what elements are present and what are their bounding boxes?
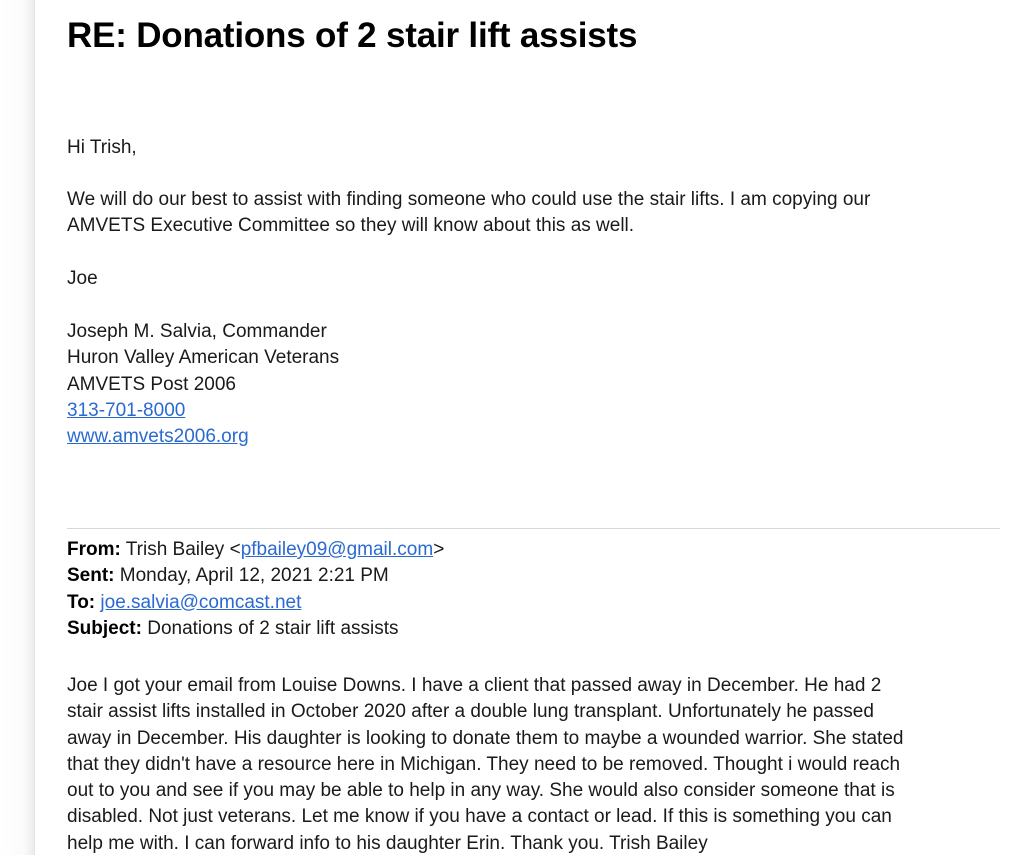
signature-org: Huron Valley American Veterans: [67, 347, 340, 369]
body-line: help me with. I can forward info to his daughter Erin. Thank you. Trish Bailey: [67, 832, 708, 854]
body-line: Joe I got your email from Louise Downs. I have a client that passed away in December. He had 2: [67, 675, 882, 696]
original-message-body: [67, 673, 997, 855]
signature-phone-link[interactable]: 313-701-8000: [67, 399, 186, 421]
sent-value: Monday, April 12, 2021 2:21 PM: [119, 565, 389, 587]
subject-value: Donations of 2 stair lift assists: [147, 617, 399, 639]
body-line: disabled. Not just veterans. Let me know if you have a contact or lead. If this is something you can: [67, 806, 892, 828]
body-line: away in December. His daughter is looking to donate them to maybe a wounded warrior. She stated: [67, 727, 904, 749]
reply-paragraph: [67, 187, 870, 240]
to-label: To:: [67, 591, 96, 613]
body-line: stair assist lifts installed in October 2020 after a double lung transplant. Unfortunately he passed: [67, 701, 874, 723]
to-email-link[interactable]: joe.salvia@comcast.net: [100, 591, 302, 613]
sent-row: [67, 563, 444, 589]
quote-divider: [67, 528, 1000, 529]
from-row: [67, 537, 444, 563]
body-line: out to you and see if you may be able to help in any way. She would also consider someone that is: [67, 780, 895, 802]
signature-post: AMVETS Post 2006: [67, 373, 236, 395]
signoff-text: Joe: [67, 268, 98, 289]
reply-line: AMVETS Executive Committee so they will know about this as well.: [67, 215, 635, 237]
from-email-link[interactable]: pfbailey09@gmail.com: [240, 539, 434, 560]
body-line: that they didn't have a resource here in Michigan. They need to be removed. Thought i would reach: [67, 753, 901, 775]
signature-name: Joseph M. Salvia, Commander: [67, 321, 327, 342]
from-name: Trish Bailey <: [125, 539, 241, 560]
reply-signoff: [67, 266, 98, 292]
from-label: From:: [67, 539, 121, 560]
reply-line: We will do our best to assist with finding someone who could use the stair lifts. I am copying our: [67, 189, 871, 210]
from-close: >: [433, 539, 445, 560]
subject-label: Subject:: [67, 617, 142, 639]
greeting-text: Hi Trish,: [67, 137, 137, 158]
sent-label: Sent:: [67, 565, 115, 587]
left-panel-edge: [0, 0, 35, 855]
email-subject-title: RE: Donations of 2 stair lift assists: [67, 16, 638, 55]
to-row: [67, 590, 444, 616]
signature-website-link[interactable]: www.amvets2006.org: [67, 426, 249, 448]
signature-block: [67, 319, 339, 450]
reply-greeting: [67, 135, 137, 161]
original-message-header: [67, 537, 444, 642]
subject-row: [67, 616, 444, 642]
